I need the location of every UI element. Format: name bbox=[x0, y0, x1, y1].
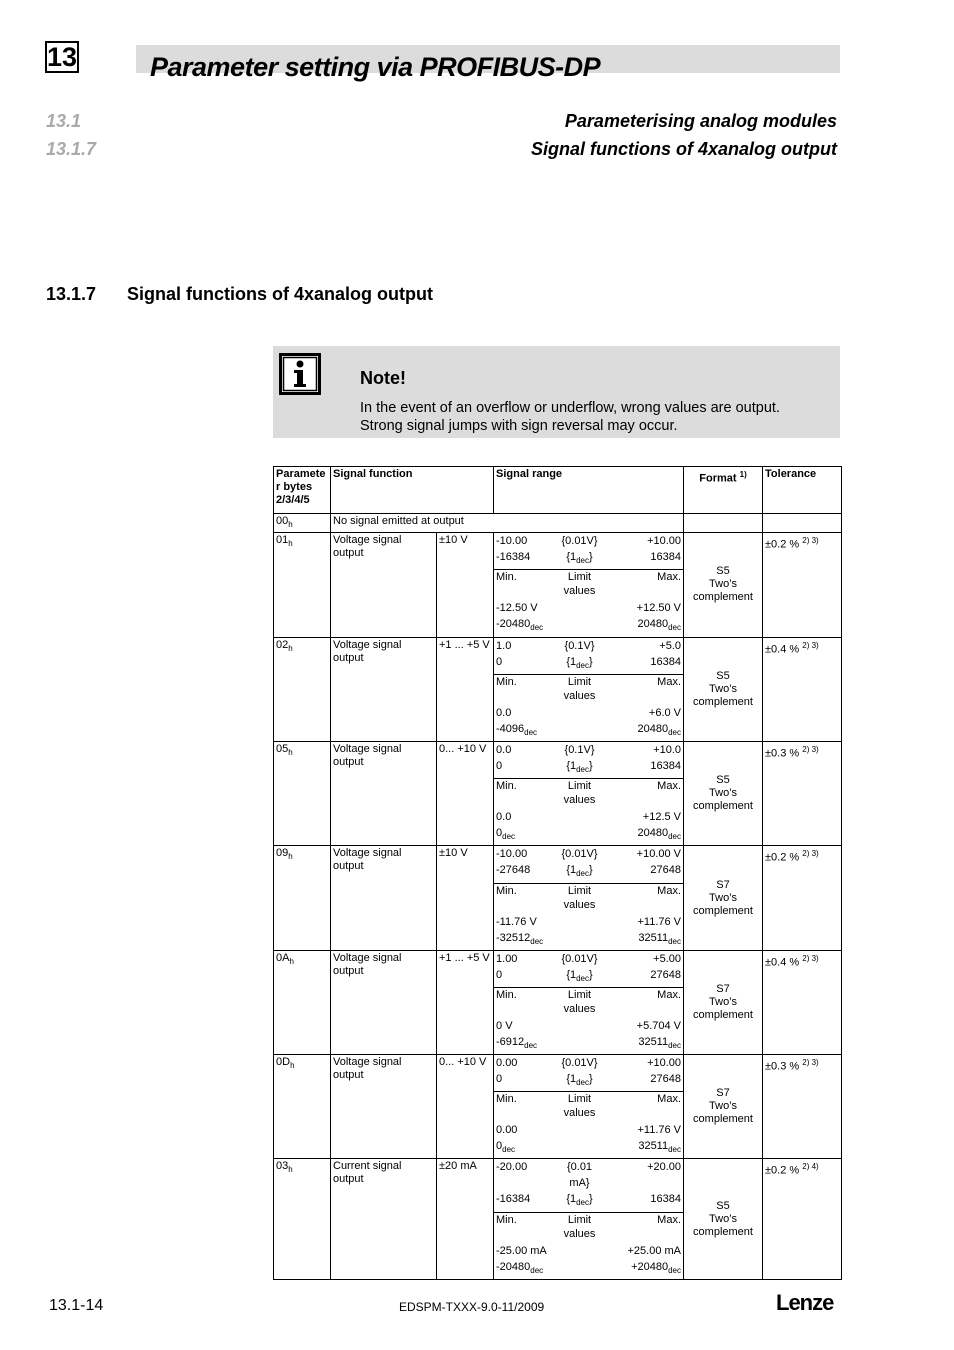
limit-values-label: Min. Limit values Max. bbox=[496, 675, 682, 702]
header-range: Signal range bbox=[494, 467, 684, 514]
limit-values: -12.50 V +12.50 V bbox=[496, 602, 682, 615]
note-title: Note! bbox=[360, 368, 406, 388]
format-cell: S5 Two’s complement bbox=[684, 637, 763, 741]
format-cell: S5 Two’s complement bbox=[684, 533, 763, 637]
function-cell: Current signal output bbox=[331, 1159, 437, 1279]
param-cell: $05_h$ bbox=[274, 741, 331, 845]
nominal-values: -20.00 {0.01 mA} +20.00 bbox=[496, 1161, 682, 1190]
header-format: Format $^{1)}$ bbox=[684, 467, 763, 514]
limit-dec-values: $0_{dec}$ $32511_{dec}$ bbox=[496, 1140, 682, 1155]
limit-dec-values: $-20480_{dec}$ $20480_{dec}$ bbox=[496, 618, 682, 633]
function-cell: Voltage signal output bbox=[331, 533, 437, 637]
nominal-dec-values: -16384 $\{1_{dec}\}$ 16384 bbox=[496, 551, 682, 566]
nominal-values: -10.00 {0.01V} +10.00 V bbox=[496, 848, 682, 861]
function-cell: Voltage signal output bbox=[331, 1055, 437, 1159]
format-cell: S5 Two’s complement bbox=[684, 741, 763, 845]
tolerance-cell: ±0.2 % $^{2) 4)}$ bbox=[763, 1159, 842, 1279]
param-cell: $00_h$ bbox=[274, 514, 331, 533]
note-text bbox=[360, 399, 780, 435]
param-cell: $02_h$ bbox=[274, 637, 331, 741]
limit-dec-values: $0_{dec}$ $20480_{dec}$ bbox=[496, 827, 682, 842]
note-box bbox=[273, 346, 840, 438]
param-cell: $03_h$ bbox=[274, 1159, 331, 1279]
tolerance-cell: ±0.4 % $^{2) 3)}$ bbox=[763, 950, 842, 1054]
subsection-number: 13.1.7 bbox=[46, 139, 97, 159]
limit-values-label: Min. Limit values Max. bbox=[496, 780, 682, 807]
heading-title: Signal functions of 4xanalog output bbox=[127, 284, 433, 304]
table-row bbox=[274, 514, 842, 533]
range-label-cell: ±20 mA bbox=[437, 1159, 494, 1279]
section-number: 13.1 bbox=[46, 111, 82, 131]
param-cell: $0A_h$ bbox=[274, 950, 331, 1054]
signal-table bbox=[273, 466, 842, 1280]
chapter-title: Parameter setting via PROFIBUS-DP bbox=[150, 52, 601, 82]
signal-range-cell bbox=[494, 1159, 684, 1279]
section-heading bbox=[46, 284, 433, 305]
nominal-dec-values: 0 $\{1_{dec}\}$ 16384 bbox=[496, 655, 682, 670]
limit-dec-values: $-20480_{dec}$ $+20480_{dec}$ bbox=[496, 1260, 682, 1275]
heading-number: 13.1.7 bbox=[46, 284, 97, 304]
limit-values-label: Min. Limit values Max. bbox=[496, 884, 682, 911]
tolerance-cell: ±0.2 % $^{2) 3)}$ bbox=[763, 533, 842, 637]
nominal-values: 1.0 {0.1V} +5.0 bbox=[496, 639, 682, 652]
format-cell: S7 Two’s complement bbox=[684, 950, 763, 1054]
limit-values-label: Min. Limit values Max. bbox=[496, 1093, 682, 1120]
table-row bbox=[274, 533, 842, 637]
table-row bbox=[274, 950, 842, 1054]
range-label-cell: 0... +10 V bbox=[437, 1055, 494, 1159]
function-cell: Voltage signal output bbox=[331, 637, 437, 741]
limit-values: -11.76 V +11.76 V bbox=[496, 915, 682, 928]
function-cell: Voltage signal output bbox=[331, 950, 437, 1054]
param-cell: $01_h$ bbox=[274, 533, 331, 637]
format-cell: S5 Two’s complement bbox=[684, 1159, 763, 1279]
table-row bbox=[274, 1055, 842, 1159]
info-icon bbox=[279, 353, 321, 395]
signal-range-cell bbox=[494, 950, 684, 1054]
header-function: Signal function bbox=[331, 467, 494, 514]
note-line: In the event of an overflow or underflow, wrong values are output. bbox=[360, 400, 780, 416]
nominal-values: -10.00 {0.01V} +10.00 bbox=[496, 535, 682, 548]
function-cell: No signal emitted at output bbox=[331, 514, 684, 533]
table-header-row bbox=[274, 467, 842, 514]
nominal-values: 0.0 {0.1V} +10.0 bbox=[496, 743, 682, 756]
signal-range-cell bbox=[494, 637, 684, 741]
limit-values: 0.00 +11.76 V bbox=[496, 1124, 682, 1137]
signal-range-cell bbox=[494, 533, 684, 637]
tolerance-cell: ±0.4 % $^{2) 3)}$ bbox=[763, 637, 842, 741]
param-cell: $0D_h$ bbox=[274, 1055, 331, 1159]
nominal-values: 0.00 {0.01V} +10.00 bbox=[496, 1057, 682, 1070]
limit-dec-values: $-4096_{dec}$ $20480_{dec}$ bbox=[496, 722, 682, 737]
nominal-values: 1.00 {0.01V} +5.00 bbox=[496, 952, 682, 965]
header-tolerance: Tolerance bbox=[763, 467, 842, 514]
format-cell: S7 Two’s complement bbox=[684, 846, 763, 950]
format-cell: S7 Two’s complement bbox=[684, 1055, 763, 1159]
nominal-dec-values: 0 $\{1_{dec}\}$ 27648 bbox=[496, 968, 682, 983]
range-label-cell: ±10 V bbox=[437, 846, 494, 950]
nominal-dec-values: -16384 $\{1_{dec}\}$ 16384 bbox=[496, 1193, 682, 1208]
tolerance-cell: ±0.2 % $^{2) 3)}$ bbox=[763, 846, 842, 950]
page-number: 13.1-14 bbox=[49, 1297, 104, 1314]
section-title: Parameterising analog modules bbox=[564, 111, 837, 131]
tolerance-cell: ±0.3 % $^{2) 3)}$ bbox=[763, 1055, 842, 1159]
param-cell: $09_h$ bbox=[274, 846, 331, 950]
nominal-dec-values: -27648 $\{1_{dec}\}$ 27648 bbox=[496, 864, 682, 879]
signal-range-cell bbox=[494, 846, 684, 950]
limit-values-label: Min. Limit values Max. bbox=[496, 571, 682, 598]
table-row bbox=[274, 846, 842, 950]
limit-values: -25.00 mA +25.00 mA bbox=[496, 1244, 682, 1257]
limit-dec-values: $-6912_{dec}$ $32511_{dec}$ bbox=[496, 1035, 682, 1051]
table-row bbox=[274, 637, 842, 741]
nominal-dec-values: 0 $\{1_{dec}\}$ 16384 bbox=[496, 759, 682, 775]
nominal-dec-values: 0 $\{1_{dec}\}$ 27648 bbox=[496, 1073, 682, 1088]
range-label-cell: +1 ... +5 V bbox=[437, 637, 494, 741]
range-label-cell: 0... +10 V bbox=[437, 741, 494, 845]
document-id: EDSPM-TXXX-9.0-11/2009 bbox=[399, 1300, 545, 1314]
signal-range-cell bbox=[494, 741, 684, 845]
format-cell bbox=[684, 514, 763, 533]
signal-range-cell bbox=[494, 1055, 684, 1159]
limit-values: 0.0 +12.5 V bbox=[496, 811, 682, 824]
note-line: Strong signal jumps with sign reversal may occur. bbox=[360, 418, 678, 434]
function-cell: Voltage signal output bbox=[331, 741, 437, 845]
subsection-title: Signal functions of 4xanalog output bbox=[531, 139, 837, 159]
limit-values: 0 V +5.704 V bbox=[496, 1019, 682, 1032]
table-row bbox=[274, 741, 842, 845]
function-cell: Voltage signal output bbox=[331, 846, 437, 950]
chapter-number: 13 bbox=[47, 42, 78, 72]
limit-dec-values: $-32512_{dec}$ $32511_{dec}$ bbox=[496, 931, 682, 946]
lenze-logo: Lenze bbox=[776, 1290, 834, 1315]
limit-values-label: Min. Limit values Max. bbox=[496, 1213, 682, 1240]
limit-values-label: Min. Limit values Max. bbox=[496, 988, 682, 1015]
range-label-cell: +1 ... +5 V bbox=[437, 950, 494, 1054]
table-row bbox=[274, 1159, 842, 1279]
header-param: Paramete r bytes 2/3/4/5 bbox=[274, 467, 331, 514]
range-label-cell: ±10 V bbox=[437, 533, 494, 637]
limit-values: 0.0 +6.0 V bbox=[496, 706, 682, 719]
tolerance-cell: ±0.3 % $^{2) 3)}$ bbox=[763, 741, 842, 845]
tolerance-cell bbox=[763, 514, 842, 533]
